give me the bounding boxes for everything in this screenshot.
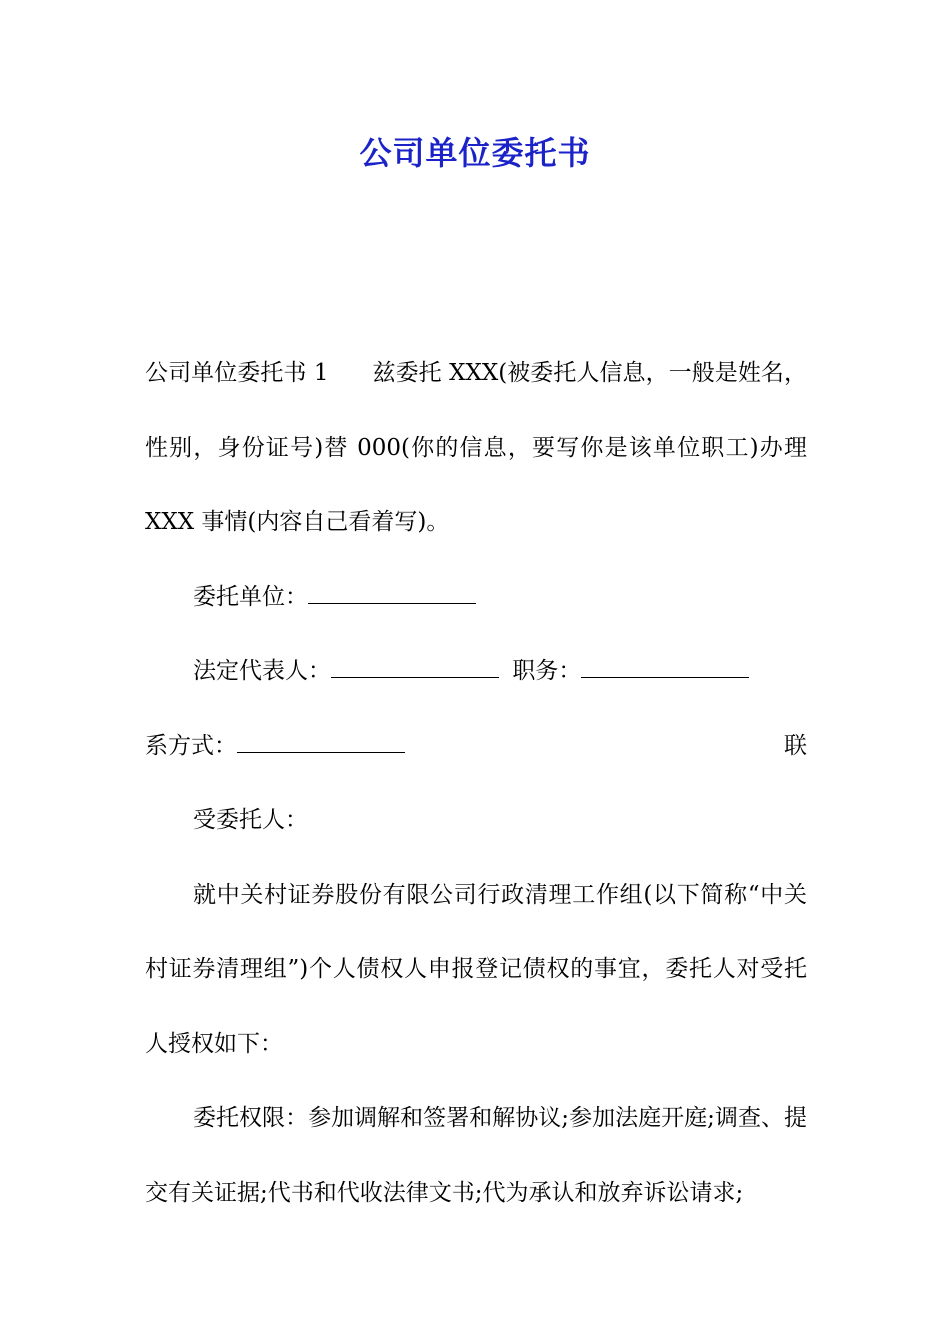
trustee-label: 受委托人：: [193, 807, 308, 833]
document-body: [145, 336, 807, 1230]
entrusting-unit-line: [145, 560, 807, 635]
legal-rep-label: 法定代表人：: [193, 658, 331, 684]
intro-paragraph: [145, 336, 807, 560]
legal-rep-blank[interactable]: [331, 657, 499, 678]
position-blank[interactable]: [581, 657, 749, 678]
scope-paragraph: 就中关村证券股份有限公司行政清理工作组(以下简称“中关村证券清理组”)个人债权人申报登记债权的事宜，委托人对受托人授权如下：: [145, 881, 807, 1057]
authority-paragraph: 委托权限：参加调解和签署和解协议;参加法庭开庭;调查、提交有关证据;代书和代收法律文书;代为承认和放弃诉讼请求;: [145, 1105, 807, 1206]
intro-text: 兹委托 XXX(被委托人信息，一般是姓名，性别，身份证号)替 000(你的信息，要写你是该单位职工)办理 XXX 事情(内容自己看着写)。: [145, 360, 807, 535]
contact-label-start: 联: [784, 732, 807, 759]
document-title: 公司单位委托书: [359, 134, 591, 172]
position-label: 职务：: [512, 658, 582, 684]
trustee-line: [145, 783, 807, 858]
contact-line: [145, 709, 807, 784]
intro-heading: 公司单位委托书 1: [145, 360, 329, 386]
contact-blank[interactable]: [237, 732, 405, 753]
contact-label-end: 系方式：: [145, 732, 237, 759]
entrusting-unit-blank[interactable]: [308, 583, 476, 604]
entrusting-unit-label: 委托单位：: [193, 583, 308, 610]
